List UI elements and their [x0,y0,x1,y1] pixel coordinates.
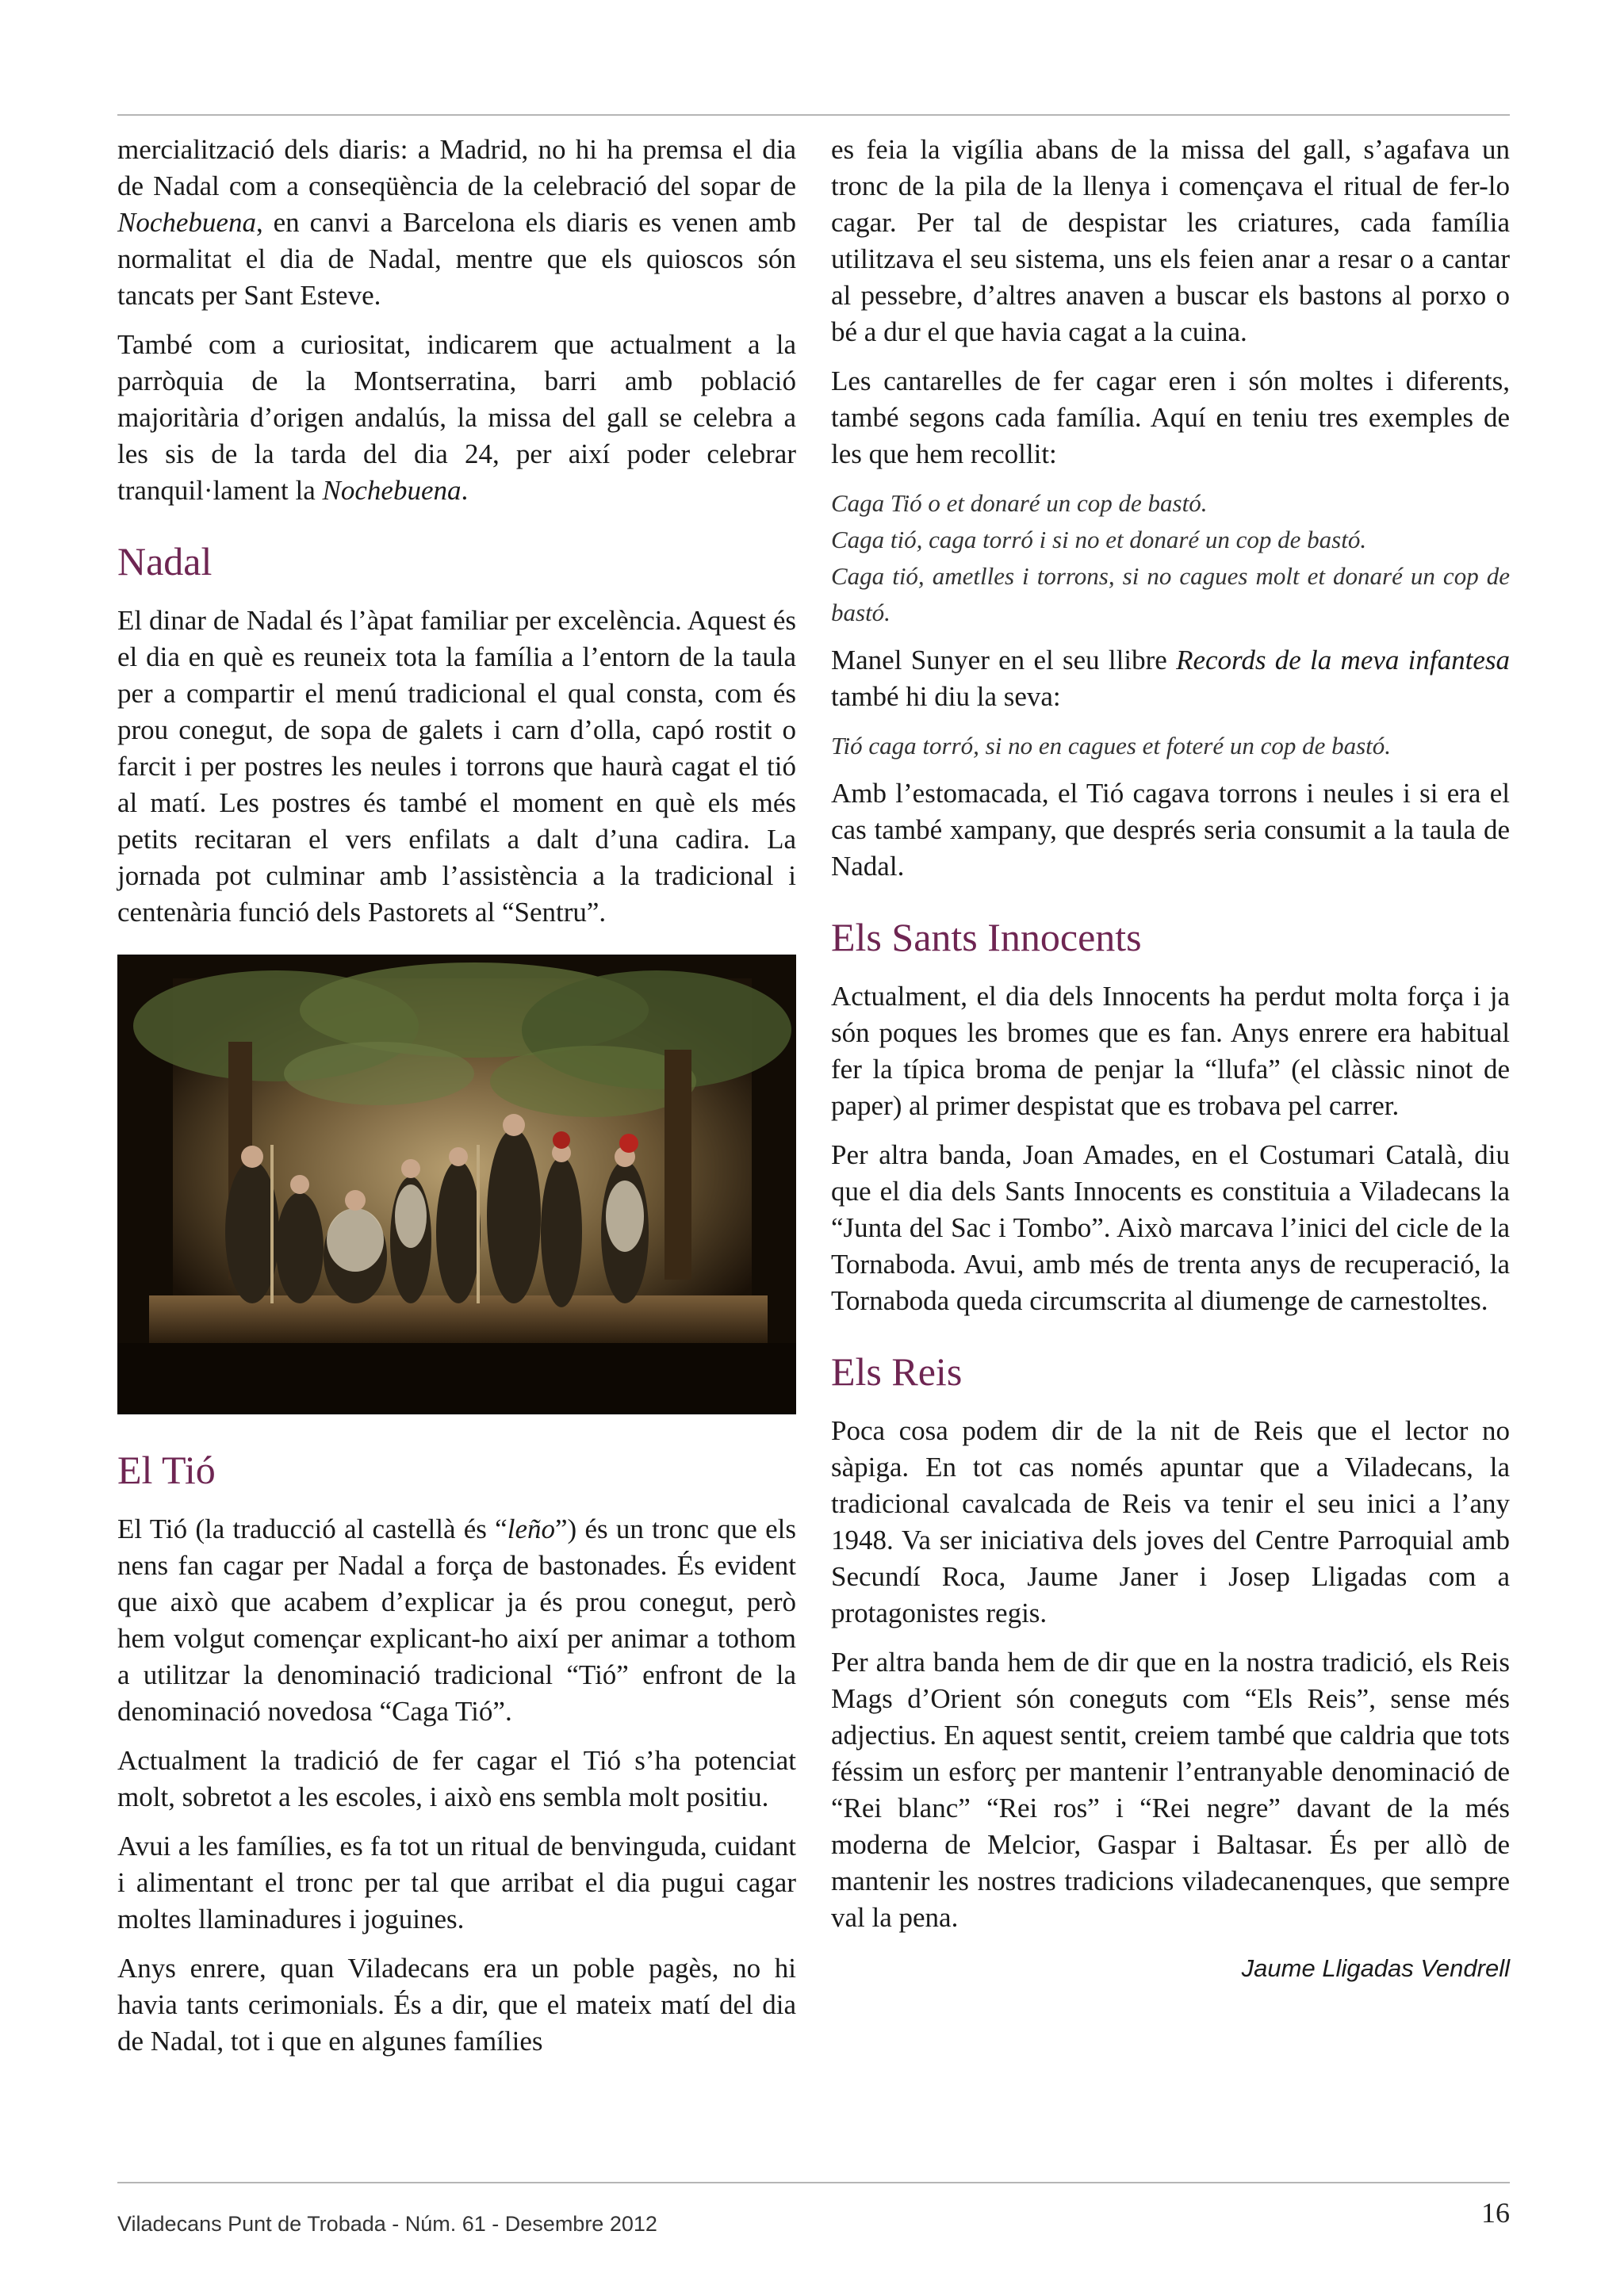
chant-quote-2: Caga tió, caga torró i si no et donaré un cop de bastó. [831,526,1367,553]
section-heading-nadal: Nadal [117,539,213,584]
intro-paragraph-2: També com a curiositat, indicarem que actualment a la parròquia de la Montserratina, barri amb població majoritària d’origen andalús, la missa del gall se celebra a les sis de la tarda del dia 24, per així poder celebrar tranquil·lament la Nochebuena. [117,329,796,506]
pastorets-stage-photo [117,955,796,1414]
chant-quote-4: Tió caga torró, si no en cagues et foteré un cop de bastó. [831,732,1392,760]
tio-paragraph-4: Anys enrere, quan Viladecans era un poble pagès, no hi havia tants cerimonials. És a dir, que el mateix matí del dia de Nadal, tot i que en algunes famílies [117,1953,796,2057]
reis-paragraph-2: Per altra banda hem de dir que en la nostra tradició, els Reis Mags d’Orient són coneguts com “Els Reis”, sense més adjectius. En aquest sentit, creiem també que caldria que tots féssim un esforç per mantenir l’entranyable denominació de “Rei blanc” “Rei ros” i “Rei negre” davant de la més moderna de Melcior, Gaspar i Baltasar. És per allò de mantenir les nostres tradicions viladecanenques, que sempre val la pena. [831,1647,1510,1933]
tio-paragraph-3: Avui a les famílies, es fa tot un ritual de benvinguda, cuidant i alimentant el tronc per tal que arribat el dia pugui cagar moltes llaminadures i joguines. [117,1831,796,1934]
innocents-paragraph-2: Per altra banda, Joan Amades, en el Costumari Català, diu que el dia dels Sants Innocents es constituia a Viladecans la “Junta del Sac i Tombo”. Això marcava l’inici del cicle de la Tornaboda. Avui, amb més de trenta anys de recuperació, la Tornaboda queda circumscrita al diumenge de carnestoltes. [831,1139,1510,1316]
left-column [117,132,796,2072]
page-number: 16 [1481,2197,1510,2229]
top-rule [117,114,1510,116]
estomacada-paragraph: Amb l’estomacada, el Tió cagava torrons i neules i si era el cas també xampany, que després seria consumit a la taula de Nadal. [831,778,1510,882]
continued-paragraph: es feia la vigília abans de la missa del gall, s’agafava un tronc de la pila de la llenya i començava el ritual de fer-lo cagar. Per tal de despistar les criatures, cada família utilitzava el seu sistema, uns els feien anar a resar o a cantar al pessebre, d’altres anaven a buscar els bastons al porxo o bé a dur el que havia cagat a la cuina. [831,134,1510,347]
chant-quote-3: Caga tió, ametlles i torrons, si no cagues molt et donaré un cop de bastó. [831,562,1510,626]
reis-paragraph-1: Poca cosa podem dir de la nit de Reis que el lector no sàpiga. En tot cas només apuntar que a Viladecans, la tradicional cavalcada de Reis va tenir el seu inici a l’any 1948. Va ser iniciativa dels joves del Centre Parroquial amb Secundí Roca, Jaume Janer i Josep Lligadas com a protagonistes regis. [831,1415,1510,1628]
right-column [831,132,1510,1987]
nadal-paragraph: El dinar de Nadal és l’àpat familiar per excelència. Aquest és el dia en què es reuneix tota la família a l’entorn de la taula per a compartir el menú tradicional el qual consta, com és prou conegut, de sopa de galets i carn d’olla, capó rostit o farcit i per postres les neules i torrons que haurà cagat el tió al matí. Les postres és també el moment en què els més petits recitaran el vers enfilats a dalt d’una cadira. La jornada pot culminar amb l’assistència a la tradicional i centenària funció dels Pastorets al “Sentru”. [117,605,796,928]
section-heading-innocents: Els Sants Innocents [831,915,1142,959]
intro-paragraph-1: mercialització dels diaris: a Madrid, no hi ha premsa el dia de Nadal com a conseqüència de la celebració del sopar de Nochebuena, en canvi a Barcelona els diaris es venen amb normalitat el dia de Nadal, mentre que els quioscos són tancats per Sant Esteve. [117,134,796,311]
author-signature: Jaume Lligadas Vendrell [1241,1954,1510,1982]
innocents-paragraph-1: Actualment, el dia dels Innocents ha perdut molta força i ja són poques les bromes que es fan. Anys enrere era habitual fer la típica broma de penjar la “llufa” (el clàssic ninot de paper) al primer despistat que es trobava pel carrer. [831,981,1510,1121]
bottom-rule [117,2182,1510,2183]
chant-quote-1: Caga Tió o et donaré un cop de bastó. [831,489,1208,517]
tio-paragraph-2: Actualment la tradició de fer cagar el Tió s’ha potenciat molt, sobretot a les escoles, i això ens sembla molt positiu. [117,1745,796,1812]
photo-illustration [117,955,796,1414]
tio-paragraph-1: El Tió (la traducció al castellà és “leño”) és un tronc que els nens fan cagar per Nadal a força de bastonades. És evident que això que acabem d’explicar ja és prou conegut, però hem volgut començar explicant-ho així per animar a tothom a utilitzar la denominació tradicional “Tió” enfront de la denominació novedosa “Caga Tió”. [117,1513,796,1727]
section-heading-reis: Els Reis [831,1349,963,1394]
cantarelles-paragraph: Les cantarelles de fer cagar eren i són moltes i diferents, també segons cada família. Aquí en teniu tres exemples de les que hem recollit: [831,365,1510,469]
sunyer-paragraph: Manel Sunyer en el seu llibre Records de la meva infantesa també hi diu la seva: [831,645,1510,712]
publication-footer: Viladecans Punt de Trobada - Núm. 61 - Desembre 2012 [117,2212,657,2236]
section-heading-tio: El Tió [117,1448,216,1492]
